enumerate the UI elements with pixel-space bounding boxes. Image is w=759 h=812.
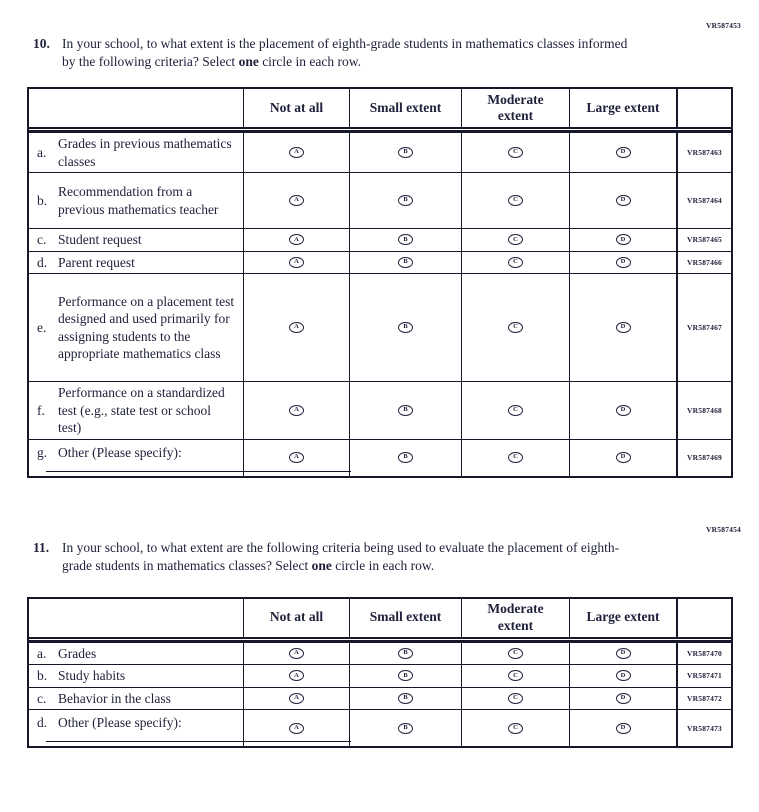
row-label-cell xyxy=(29,252,243,274)
question-text-before: In your school, to what extent is the placement of eighth-grade students in mathematics classes informed by the following criteria? Select xyxy=(62,36,628,69)
option-letter: C xyxy=(513,406,518,413)
vr-code: VR587466 xyxy=(676,252,731,274)
option-cell xyxy=(569,229,676,251)
option-bubble-c[interactable] xyxy=(508,723,523,734)
option-bubble-c[interactable] xyxy=(508,234,523,245)
option-bubble-a[interactable] xyxy=(289,670,304,681)
option-letter: B xyxy=(403,649,408,656)
question-text-after: circle in each row. xyxy=(258,54,362,69)
option-bubble-a[interactable] xyxy=(289,195,304,206)
table-row xyxy=(29,642,731,665)
column-header-large-extent: Large extent xyxy=(569,89,676,127)
option-letter: D xyxy=(620,323,626,331)
row-letter: b. xyxy=(37,192,48,208)
row-label-cell xyxy=(29,133,243,172)
question-bold-word: one xyxy=(238,54,259,69)
option-letter: C xyxy=(513,723,518,731)
row-letter: c. xyxy=(37,232,47,247)
question-11-table xyxy=(27,597,733,749)
column-header-large-extent: Large extent xyxy=(569,599,676,637)
vr-code: VR587463 xyxy=(676,133,731,172)
column-header-not-at-all: Not at all xyxy=(243,89,349,127)
table-row xyxy=(29,228,731,251)
vr-code: VR587472 xyxy=(676,688,731,710)
write-in-line[interactable] xyxy=(46,471,351,472)
row-letter: f. xyxy=(37,402,45,418)
option-cell xyxy=(461,382,569,439)
option-cell xyxy=(243,133,349,172)
row-label-cell xyxy=(29,229,243,251)
option-cell xyxy=(461,133,569,172)
option-bubble-d[interactable] xyxy=(616,322,631,333)
option-cell xyxy=(349,274,461,381)
option-bubble-b[interactable] xyxy=(398,234,413,245)
vr-code: VR587471 xyxy=(676,665,731,687)
option-letter: B xyxy=(403,694,408,701)
option-letter: B xyxy=(403,148,408,156)
question-text xyxy=(62,35,644,71)
row-label: Recommendation from a previous mathematics teacher xyxy=(58,184,219,217)
table-row xyxy=(29,709,731,746)
option-letter: C xyxy=(513,453,518,461)
option-letter: B xyxy=(403,258,408,265)
row-label-cell xyxy=(29,173,243,228)
option-bubble-d[interactable] xyxy=(616,693,631,704)
option-cell xyxy=(243,252,349,274)
option-cell xyxy=(349,665,461,687)
row-label: Study habits xyxy=(58,668,126,683)
row-letter: a. xyxy=(37,144,47,160)
row-label: Other (Please specify): xyxy=(58,444,182,460)
option-cell xyxy=(569,688,676,710)
option-bubble-b[interactable] xyxy=(398,322,413,333)
row-label: Parent request xyxy=(58,254,135,270)
option-cell xyxy=(569,133,676,172)
option-cell xyxy=(243,274,349,381)
vr-code: VR587465 xyxy=(676,229,731,251)
option-letter: B xyxy=(403,196,408,204)
row-label: Grades xyxy=(58,645,97,661)
row-label: Performance on a standardized test (e.g., state test or school test) xyxy=(58,385,225,435)
option-bubble-c[interactable] xyxy=(508,405,523,416)
table-header-row xyxy=(29,599,731,642)
option-cell xyxy=(349,440,461,476)
option-letter: D xyxy=(620,453,626,461)
vr-code: VR587468 xyxy=(676,382,731,439)
option-cell xyxy=(461,274,569,381)
table-row xyxy=(29,381,731,439)
option-letter: D xyxy=(620,258,626,265)
option-cell xyxy=(349,252,461,274)
option-bubble-d[interactable] xyxy=(616,257,631,268)
option-bubble-c[interactable] xyxy=(508,670,523,681)
table-row xyxy=(29,132,731,172)
option-letter: A xyxy=(294,196,299,204)
option-bubble-a[interactable] xyxy=(289,257,304,268)
row-label: Grades in previous mathematics classes xyxy=(58,136,232,169)
option-letter: B xyxy=(403,406,408,413)
option-letter: B xyxy=(403,453,408,461)
option-cell xyxy=(569,440,676,476)
header-empty-cell xyxy=(29,89,243,127)
option-cell xyxy=(243,665,349,687)
option-letter: D xyxy=(620,671,626,679)
option-letter: B xyxy=(403,235,408,243)
row-letter: c. xyxy=(37,690,47,706)
option-bubble-c[interactable] xyxy=(508,322,523,333)
option-cell xyxy=(461,665,569,687)
option-cell xyxy=(569,274,676,381)
option-bubble-b[interactable] xyxy=(398,670,413,681)
option-bubble-c[interactable] xyxy=(508,147,523,158)
question-number: 11. xyxy=(33,539,50,555)
option-letter: C xyxy=(513,671,518,679)
option-bubble-d[interactable] xyxy=(616,405,631,416)
option-cell xyxy=(461,643,569,665)
option-cell xyxy=(349,710,461,746)
vr-code: VR587469 xyxy=(676,440,731,476)
question-bold-word: one xyxy=(311,557,332,573)
header-vr-cell xyxy=(676,599,731,637)
row-label-cell xyxy=(29,643,243,665)
row-letter: d. xyxy=(37,254,48,270)
option-letter: A xyxy=(294,258,299,265)
option-bubble-c[interactable] xyxy=(508,452,523,463)
header-vr-cell xyxy=(676,89,731,127)
option-bubble-d[interactable] xyxy=(616,452,631,463)
option-bubble-b[interactable] xyxy=(398,195,413,206)
option-letter: D xyxy=(620,723,626,731)
option-bubble-b[interactable] xyxy=(398,257,413,268)
table-row xyxy=(29,439,731,476)
option-cell xyxy=(569,710,676,746)
vr-code: VR587473 xyxy=(676,710,731,746)
option-cell xyxy=(349,173,461,228)
option-letter: C xyxy=(513,148,518,156)
option-letter: D xyxy=(620,148,626,156)
option-bubble-a[interactable] xyxy=(289,723,304,734)
question-11-heading xyxy=(33,539,759,575)
row-label: Other (Please specify): xyxy=(58,715,182,730)
row-letter: g. xyxy=(37,444,48,460)
option-cell xyxy=(349,382,461,439)
option-letter: D xyxy=(620,694,626,701)
option-cell xyxy=(461,229,569,251)
row-letter: a. xyxy=(37,645,47,661)
option-letter: A xyxy=(294,694,299,701)
option-cell xyxy=(569,665,676,687)
option-bubble-a[interactable] xyxy=(289,693,304,704)
option-letter: C xyxy=(513,323,518,331)
question-number: 10. xyxy=(33,36,50,51)
option-cell xyxy=(569,173,676,228)
question-10-heading xyxy=(33,35,759,71)
option-bubble-b[interactable] xyxy=(398,147,413,158)
option-bubble-c[interactable] xyxy=(508,195,523,206)
option-bubble-b[interactable] xyxy=(398,723,413,734)
option-bubble-b[interactable] xyxy=(398,648,413,659)
option-cell xyxy=(461,252,569,274)
option-bubble-a[interactable] xyxy=(289,648,304,659)
column-header-moderate-extent: Moderate extent xyxy=(461,599,569,637)
question-text-before: In your school, to what extent are the following criteria being used to evaluate the placement of eighth-grade students in mathematics classes? Select xyxy=(62,539,620,573)
option-cell xyxy=(349,133,461,172)
vr-code: VR587454 xyxy=(706,524,741,534)
option-letter: A xyxy=(294,406,299,413)
option-bubble-a[interactable] xyxy=(289,452,304,463)
option-letter: B xyxy=(403,723,408,731)
question-text xyxy=(62,539,644,575)
option-letter: A xyxy=(294,323,299,331)
write-in-line[interactable] xyxy=(46,741,351,742)
option-letter: C xyxy=(513,258,518,265)
option-cell xyxy=(349,229,461,251)
table-row xyxy=(29,172,731,228)
row-label: Performance on a placement test designed and used primarily for assigning students to the appropriate mathematics class xyxy=(58,293,235,361)
option-letter: B xyxy=(403,671,408,679)
option-letter: A xyxy=(294,723,299,731)
row-label-cell xyxy=(29,382,243,439)
column-header-not-at-all: Not at all xyxy=(243,599,349,637)
option-bubble-a[interactable] xyxy=(289,234,304,245)
option-letter: A xyxy=(294,148,299,156)
row-letter: e. xyxy=(37,319,47,335)
option-letter: B xyxy=(403,323,408,331)
header-empty-cell xyxy=(29,599,243,637)
question-10-table xyxy=(27,87,733,478)
option-letter: D xyxy=(620,406,626,413)
table-row xyxy=(29,687,731,710)
option-letter: A xyxy=(294,235,299,243)
option-letter: A xyxy=(294,453,299,461)
option-letter: A xyxy=(294,649,299,656)
option-cell xyxy=(243,382,349,439)
table-header-row xyxy=(29,89,731,132)
option-bubble-d[interactable] xyxy=(616,670,631,681)
option-cell xyxy=(349,688,461,710)
option-cell xyxy=(243,229,349,251)
option-cell xyxy=(243,643,349,665)
option-letter: C xyxy=(513,196,518,204)
option-bubble-b[interactable] xyxy=(398,452,413,463)
option-cell xyxy=(461,440,569,476)
option-bubble-d[interactable] xyxy=(616,234,631,245)
vr-code: VR587467 xyxy=(676,274,731,381)
option-cell xyxy=(243,173,349,228)
option-bubble-a[interactable] xyxy=(289,405,304,416)
row-letter: d. xyxy=(37,715,48,730)
row-label: Behavior in the class xyxy=(58,690,171,706)
option-letter: D xyxy=(620,196,626,204)
question-10-block xyxy=(0,20,759,478)
table-row xyxy=(29,251,731,274)
row-letter: b. xyxy=(37,668,48,683)
option-bubble-c[interactable] xyxy=(508,648,523,659)
option-bubble-d[interactable] xyxy=(616,195,631,206)
option-bubble-d[interactable] xyxy=(616,723,631,734)
option-cell xyxy=(349,643,461,665)
option-bubble-a[interactable] xyxy=(289,322,304,333)
table-row xyxy=(29,664,731,687)
option-letter: C xyxy=(513,235,518,243)
question-11-block xyxy=(0,524,759,749)
option-bubble-c[interactable] xyxy=(508,257,523,268)
option-letter: D xyxy=(620,649,626,656)
option-bubble-b[interactable] xyxy=(398,405,413,416)
option-cell xyxy=(569,382,676,439)
option-bubble-a[interactable] xyxy=(289,147,304,158)
option-bubble-c[interactable] xyxy=(508,693,523,704)
vr-code: VR587470 xyxy=(676,643,731,665)
option-letter: D xyxy=(620,235,626,243)
row-label-cell xyxy=(29,688,243,710)
option-cell xyxy=(461,710,569,746)
option-cell xyxy=(461,173,569,228)
column-header-small-extent: Small extent xyxy=(349,89,461,127)
option-bubble-d[interactable] xyxy=(616,147,631,158)
row-label: Student request xyxy=(58,232,142,247)
table-row xyxy=(29,273,731,381)
question-text-after: circle in each row. xyxy=(331,557,435,573)
vr-code: VR587464 xyxy=(676,173,731,228)
option-bubble-d[interactable] xyxy=(616,648,631,659)
option-cell xyxy=(243,688,349,710)
option-cell xyxy=(569,643,676,665)
row-label-cell xyxy=(29,665,243,687)
option-bubble-b[interactable] xyxy=(398,693,413,704)
option-cell xyxy=(569,252,676,274)
vr-code: VR587453 xyxy=(706,21,741,30)
option-letter: A xyxy=(294,671,299,679)
option-letter: C xyxy=(513,649,518,656)
column-header-small-extent: Small extent xyxy=(349,599,461,637)
row-label-cell xyxy=(29,274,243,381)
option-letter: C xyxy=(513,694,518,701)
option-cell xyxy=(461,688,569,710)
column-header-moderate-extent: Moderate extent xyxy=(461,89,569,127)
